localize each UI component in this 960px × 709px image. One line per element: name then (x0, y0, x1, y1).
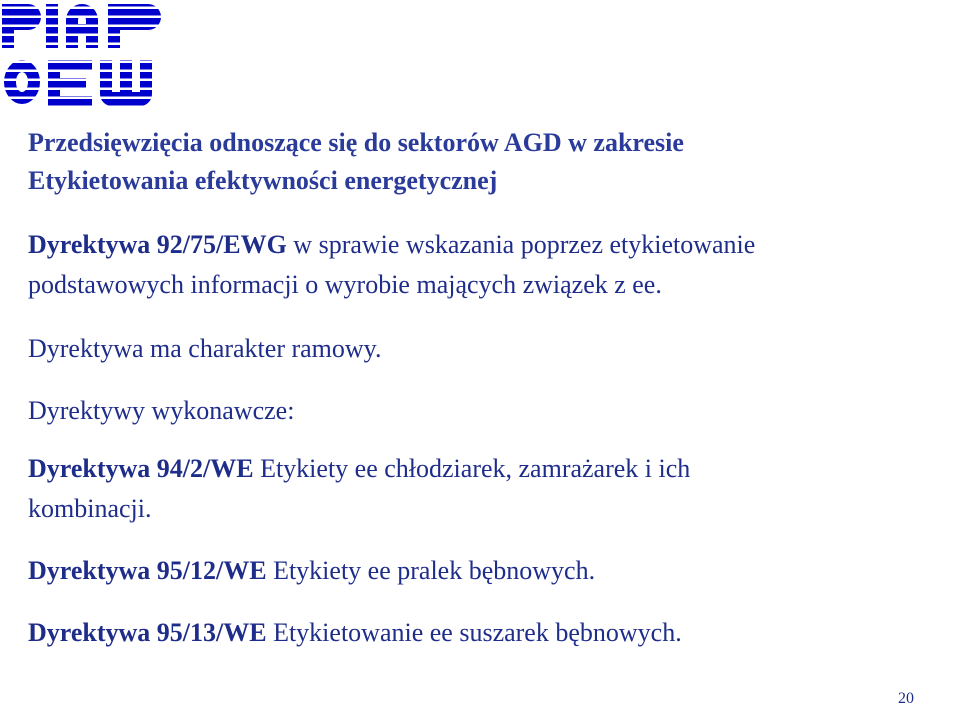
directive-92-75-ref: Dyrektywa 92/75/EWG (28, 230, 287, 259)
paragraph-directive-95-13 (28, 613, 682, 653)
paragraph-implementing-directives (28, 391, 294, 431)
slide-title (28, 124, 938, 200)
directive-95-12-text: Etykiety ee pralek bębnowych. (266, 556, 596, 585)
directive-94-2-ref: Dyrektywa 94/2/WE (28, 454, 254, 483)
paragraph-directive-95-12 (28, 551, 595, 591)
piap-oew-logo (0, 0, 170, 108)
directive-94-2-text: Etykiety ee chłodziarek, zamrażarek i ich (253, 454, 691, 483)
framework-text: Dyrektywa ma charakter ramowy. (28, 334, 382, 363)
logo-letters-bottom (4, 60, 152, 106)
directive-95-13-ref: Dyrektywa 95/13/WE (28, 618, 267, 647)
directive-94-2-text-cont: kombinacji. (28, 494, 152, 523)
title-line-1: Przedsięwzięcia odnoszące się do sektorów AGD w zakresie (28, 128, 684, 157)
page-number: 20 (898, 690, 914, 707)
logo-graphic (0, 0, 170, 108)
directive-95-13-text: Etykietowanie ee suszarek bębnowych. (266, 618, 682, 647)
paragraph-directive-92-75 (28, 225, 755, 305)
paragraph-framework (28, 329, 382, 369)
directive-92-75-text-cont: podstawowych informacji o wyrobie mających związek z ee. (28, 270, 662, 299)
title-line-2: Etykietowania efektywności energetycznej (28, 166, 498, 195)
implementing-directives-text: Dyrektywy wykonawcze: (28, 396, 295, 425)
directive-92-75-text: w sprawie wskazania poprzez etykietowanie (286, 230, 756, 259)
paragraph-directive-94-2 (28, 449, 690, 529)
logo-letters-top (2, 4, 161, 48)
directive-95-12-ref: Dyrektywa 95/12/WE (28, 556, 267, 585)
